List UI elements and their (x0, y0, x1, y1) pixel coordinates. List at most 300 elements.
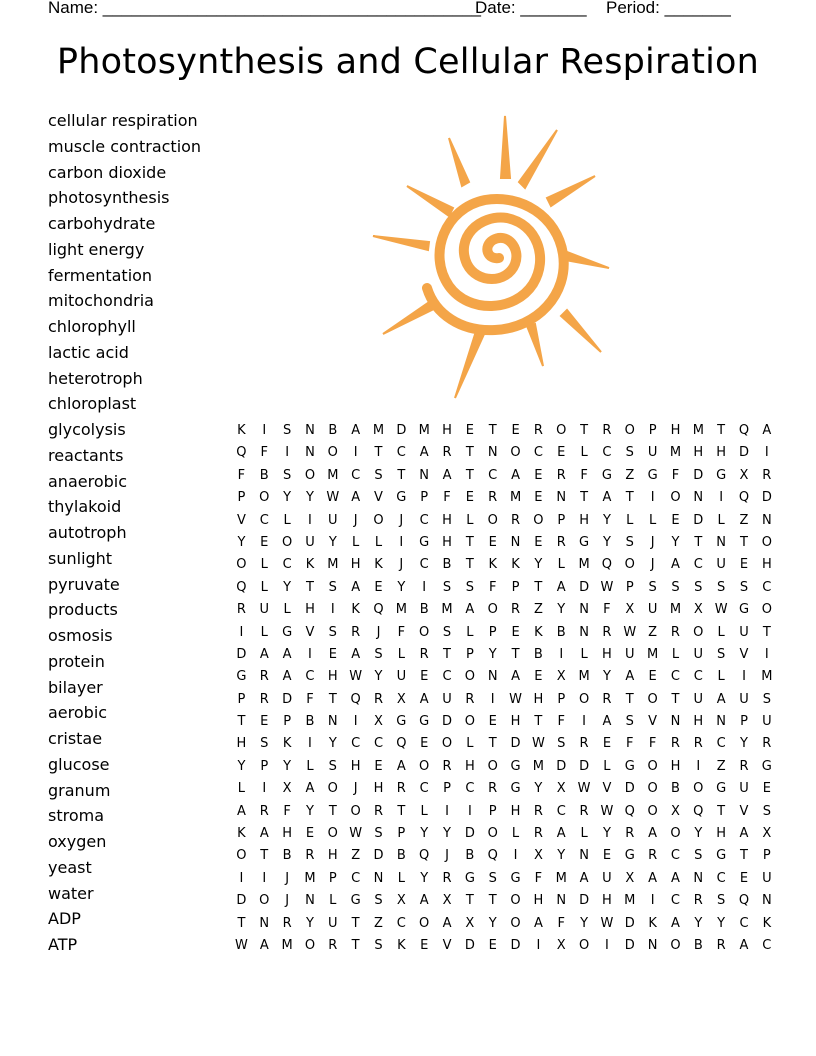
grid-letter: P (740, 714, 748, 730)
grid-letter: E (534, 669, 543, 685)
grid-letter: H (602, 646, 612, 662)
grid-letter: L (717, 624, 725, 640)
grid-letter: T (534, 579, 543, 595)
grid-letter: N (305, 445, 315, 461)
grid-letter: Y (602, 534, 611, 550)
grid-letter: L (557, 557, 565, 573)
grid-letter: P (420, 490, 429, 506)
grid-letter: H (670, 423, 681, 438)
grid-letter: I (650, 893, 655, 909)
grid-letter: T (625, 490, 634, 506)
grid-letter: S (374, 646, 383, 662)
grid-row (230, 622, 778, 644)
grid-letter: U (739, 624, 749, 640)
grid-letter: O (419, 624, 430, 640)
grid-letter: Y (283, 490, 292, 506)
grid-letter: K (488, 557, 497, 573)
grid-letter: H (670, 758, 681, 774)
grid-letter: N (716, 534, 726, 550)
grid-letter: A (259, 826, 269, 842)
grid-letter: T (488, 893, 497, 909)
grid-letter: M (578, 669, 590, 685)
grid-letter: F (671, 467, 680, 483)
grid-letter: R (465, 691, 475, 707)
grid-letter: R (648, 848, 658, 864)
grid-letter: S (260, 736, 269, 752)
grid-letter: H (350, 758, 361, 774)
grid-letter: A (351, 423, 361, 438)
grid-letter: L (648, 512, 657, 528)
grid-letter: A (442, 915, 452, 931)
grid-letter: T (717, 803, 726, 819)
grid-letter: O (419, 758, 430, 774)
grid-letter: T (465, 534, 474, 550)
grid-letter: X (374, 714, 383, 730)
grid-row (230, 778, 778, 800)
grid-letter: L (420, 803, 428, 819)
grid-letter: X (396, 893, 406, 909)
grid-row (230, 845, 778, 867)
grid-letter: R (602, 624, 612, 640)
grid-letter: J (399, 512, 404, 528)
grid-letter: S (328, 624, 337, 640)
word-list-item: oxygen (48, 832, 107, 851)
grid-letter: O (441, 736, 453, 752)
grid-letter: U (693, 691, 704, 707)
grid-letter: I (696, 758, 701, 774)
grid-letter: T (465, 893, 474, 909)
grid-letter: Y (694, 915, 703, 931)
grid-letter: N (647, 937, 658, 953)
grid-letter: I (262, 870, 267, 886)
grid-letter: O (510, 445, 521, 461)
grid-letter: T (465, 467, 474, 483)
grid-letter: G (761, 758, 772, 774)
grid-letter: J (650, 534, 655, 550)
grid-letter: C (419, 512, 429, 528)
grid-letter: G (282, 624, 293, 640)
grid-letter: S (557, 736, 566, 752)
grid-letter: K (237, 826, 246, 842)
grid-letter: G (624, 758, 635, 774)
grid-letter: T (694, 534, 703, 550)
grid-letter: F (557, 915, 565, 931)
grid-letter: O (533, 512, 544, 528)
grid-letter: S (762, 691, 771, 707)
grid-letter: T (534, 714, 543, 730)
grid-letter: E (671, 512, 680, 528)
grid-letter: S (488, 870, 497, 886)
grid-letter: E (420, 937, 429, 953)
grid-letter: L (466, 624, 474, 640)
grid-letter: T (511, 646, 520, 662)
grid-letter: R (511, 602, 521, 618)
grid-letter: M (647, 646, 659, 662)
grid-letter: R (236, 602, 246, 618)
grid-letter: Z (739, 512, 749, 528)
grid-row (230, 644, 778, 666)
grid-letter: T (397, 467, 406, 483)
grid-letter: J (353, 781, 358, 797)
grid-letter: H (373, 781, 384, 797)
grid-letter: R (328, 937, 338, 953)
grid-row (230, 554, 778, 576)
grid-letter: H (442, 423, 452, 438)
grid-letter: D (236, 646, 247, 662)
grid-letter: E (488, 714, 497, 730)
grid-letter: O (761, 534, 772, 550)
grid-row (230, 823, 778, 845)
word-list-item: aerobic (48, 703, 108, 723)
grid-letter: G (396, 490, 407, 506)
grid-letter: T (305, 579, 314, 595)
grid-letter: V (739, 646, 749, 662)
grid-letter: O (373, 512, 384, 528)
grid-letter: O (578, 937, 590, 953)
word-list-item: carbon dioxide (48, 162, 167, 182)
grid-letter: F (306, 691, 314, 707)
grid-letter: Q (738, 423, 750, 438)
word-list-item: cristae (48, 729, 103, 748)
grid-letter: K (305, 557, 315, 573)
grid-letter: O (259, 893, 270, 909)
grid-letter: K (397, 937, 406, 953)
grid-letter: M (441, 602, 453, 618)
grid-letter: H (442, 512, 452, 528)
grid-letter: N (716, 714, 726, 730)
grid-letter: L (397, 870, 405, 886)
grid-letter: D (624, 915, 635, 931)
grid-letter: A (739, 826, 749, 842)
grid-letter: I (353, 445, 358, 461)
grid-letter: Y (305, 490, 314, 506)
grid-letter: K (374, 557, 383, 573)
grid-letter: N (487, 669, 498, 685)
grid-letter: N (579, 848, 589, 864)
grid-letter: O (578, 691, 590, 707)
grid-letter: R (693, 893, 703, 909)
grid-letter: O (510, 893, 521, 909)
word-list-item: carbohydrate (48, 214, 156, 233)
grid-letter: B (465, 848, 475, 864)
grid-letter: G (716, 467, 727, 483)
grid-letter: P (237, 490, 246, 506)
grid-letter: U (647, 602, 658, 618)
grid-letter: C (373, 736, 384, 752)
grid-letter: X (465, 915, 475, 931)
grid-letter: X (533, 848, 543, 864)
word-list-item: cellular respiration (48, 111, 198, 130)
grid-letter: M (692, 423, 704, 438)
grid-letter: D (579, 893, 590, 909)
grid-letter: D (624, 781, 635, 797)
grid-letter: R (762, 467, 772, 483)
grid-letter: F (260, 445, 268, 461)
grid-letter: K (648, 915, 657, 931)
grid-letter: P (488, 624, 497, 640)
grid-letter: R (670, 736, 680, 752)
grid-letter: L (329, 893, 337, 909)
grid-letter: T (488, 736, 497, 752)
grid-letter: M (304, 870, 316, 886)
grid-letter: V (739, 803, 749, 819)
word-list-item: chloroplast (48, 394, 137, 414)
word-list-item: chlorophyll (48, 317, 136, 336)
grid-letter: E (739, 870, 749, 886)
grid-letter: G (510, 870, 521, 886)
grid-letter: O (419, 915, 430, 931)
grid-letter: A (305, 781, 315, 797)
grid-letter: C (693, 557, 703, 573)
grid-letter: Y (328, 534, 337, 550)
grid-letter: Q (396, 736, 407, 752)
grid-letter: H (236, 736, 247, 752)
grid-letter: U (602, 870, 612, 886)
grid-letter: N (305, 893, 315, 909)
grid-letter: T (625, 691, 634, 707)
grid-letter: N (259, 915, 270, 931)
grid-letter: U (693, 646, 704, 662)
grid-letter: C (259, 512, 269, 528)
grid-letter: G (419, 534, 430, 550)
grid-letter: L (717, 669, 725, 685)
grid-letter: V (305, 624, 315, 640)
grid-letter: O (670, 490, 681, 506)
grid-letter: B (419, 602, 429, 618)
grid-letter: Q (350, 691, 361, 707)
grid-letter: C (396, 445, 406, 461)
grid-letter: S (762, 803, 771, 819)
grid-letter: N (419, 467, 430, 483)
grid-letter: R (511, 512, 521, 528)
grid-letter: M (327, 557, 339, 573)
grid-letter: R (670, 624, 680, 640)
grid-letter: L (671, 646, 680, 662)
grid-letter: D (510, 937, 521, 953)
grid-letter: E (420, 669, 429, 685)
word-list-item: yeast (48, 857, 92, 877)
grid-letter: Q (693, 803, 704, 819)
grid-letter: W (531, 736, 545, 752)
grid-letter: A (419, 893, 429, 909)
grid-letter: C (396, 915, 406, 931)
grid-row (230, 868, 778, 890)
grid-letter: O (487, 602, 498, 618)
grid-letter: A (236, 803, 246, 819)
grid-letter: A (442, 467, 452, 483)
grid-letter: M (281, 937, 293, 953)
grid-letter: C (762, 937, 772, 953)
grid-letter: T (397, 803, 406, 819)
grid-letter: R (762, 736, 772, 752)
grid-letter: Y (328, 736, 337, 752)
grid-letter: R (533, 826, 543, 842)
grid-letter: M (669, 602, 682, 618)
grid-letter: U (328, 512, 338, 528)
grid-letter: I (582, 714, 586, 730)
grid-letter: E (328, 646, 337, 662)
grid-letter: K (511, 557, 520, 573)
grid-letter: J (650, 557, 655, 573)
grid-letter: I (422, 579, 427, 595)
grid-letter: U (739, 781, 749, 797)
grid-letter: X (556, 937, 566, 953)
grid-letter: X (282, 781, 292, 797)
grid-letter: P (397, 826, 406, 842)
grid-letter: L (717, 512, 725, 528)
grid-letter: K (762, 915, 772, 931)
grid-letter: J (285, 893, 290, 909)
grid-letter: W (509, 691, 522, 707)
word-list-item: light energy (48, 239, 145, 259)
grid-letter: P (557, 512, 566, 528)
grid-row (230, 420, 778, 442)
word-list-item: reactants (48, 445, 124, 465)
grid-letter: U (739, 691, 749, 707)
grid-letter: H (442, 534, 452, 550)
grid-row (230, 487, 778, 509)
grid-letter: N (761, 893, 772, 909)
grid-letter: S (625, 445, 634, 461)
grid-letter: C (282, 557, 292, 573)
grid-letter: S (625, 534, 634, 550)
grid-letter: G (716, 781, 727, 797)
grid-letter: T (374, 445, 383, 461)
grid-letter: Y (534, 557, 543, 573)
grid-letter: O (693, 624, 704, 640)
grid-letter: K (351, 602, 360, 618)
grid-letter: P (237, 691, 246, 707)
grid-letter: S (374, 467, 383, 483)
grid-letter: D (556, 758, 567, 774)
grid-letter: S (442, 579, 452, 595)
grid-letter: G (464, 870, 475, 886)
grid-letter: A (351, 490, 361, 506)
grid-letter: R (716, 937, 726, 953)
grid-letter: R (373, 803, 383, 819)
grid-letter: E (648, 669, 657, 685)
grid-letter: A (739, 937, 749, 953)
grid-row (230, 756, 778, 778)
grid-letter: C (602, 445, 612, 461)
grid-letter: C (465, 781, 475, 797)
grid-letter: O (624, 423, 635, 438)
grid-letter: L (580, 445, 588, 461)
grid-letter: V (648, 714, 658, 730)
grid-letter: H (716, 445, 727, 461)
grid-letter: I (490, 691, 495, 707)
grid-letter: D (579, 579, 590, 595)
grid-letter: S (374, 937, 383, 953)
grid-letter: Z (716, 758, 726, 774)
grid-letter: D (693, 467, 704, 483)
grid-letter: A (282, 646, 292, 662)
sun-spiral-icon (365, 108, 615, 408)
grid-letter: M (395, 602, 407, 618)
grid-letter: I (764, 445, 769, 461)
word-list-item: glycolysis (48, 420, 126, 439)
grid-letter: N (556, 893, 567, 909)
grid-letter: F (397, 624, 406, 640)
grid-letter: R (579, 803, 589, 819)
grid-letter: D (738, 445, 749, 461)
grid-letter: A (556, 579, 566, 595)
grid-letter: P (648, 423, 657, 438)
grid-letter: H (464, 758, 475, 774)
grid-letter: D (373, 848, 384, 864)
grid-row (230, 577, 778, 599)
grid-letter: M (532, 758, 544, 774)
grid-letter: R (419, 646, 429, 662)
grid-letter: S (717, 893, 726, 909)
grid-letter: A (511, 467, 520, 483)
grid-letter: I (262, 423, 267, 438)
grid-letter: L (397, 646, 405, 662)
word-list-item: anaerobic (48, 471, 128, 491)
grid-letter: Y (420, 826, 429, 842)
grid-letter: L (603, 758, 611, 774)
grid-letter: Y (283, 579, 292, 595)
grid-letter: L (352, 534, 360, 550)
grid-letter: A (671, 870, 680, 886)
grid-letter: T (740, 848, 748, 864)
grid-letter: C (762, 579, 772, 595)
grid-letter: G (738, 602, 750, 618)
grid-letter: A (419, 691, 429, 707)
grid-letter: R (556, 534, 566, 550)
grid-letter: B (305, 714, 315, 730)
grid-letter: S (694, 848, 703, 864)
grid-letter: A (282, 669, 292, 685)
grid-letter: Z (374, 915, 383, 931)
grid-letter: H (533, 893, 544, 909)
grid-letter: E (534, 490, 543, 506)
grid-letter: A (351, 579, 361, 595)
grid-letter: L (580, 826, 588, 842)
grid-letter: H (305, 602, 315, 618)
grid-letter: N (579, 602, 589, 618)
grid-letter: T (740, 534, 748, 550)
grid-letter: L (306, 758, 314, 774)
grid-letter: L (237, 781, 246, 797)
grid-letter: Y (420, 870, 429, 886)
grid-letter: T (351, 937, 360, 953)
grid-letter: R (373, 691, 383, 707)
grid-letter: O (464, 714, 475, 730)
grid-letter: E (739, 557, 749, 573)
grid-letter: U (328, 915, 338, 931)
grid-letter: E (488, 937, 497, 953)
grid-letter: R (396, 781, 406, 797)
grid-letter: V (442, 937, 452, 953)
grid-letter: Y (488, 646, 497, 662)
grid-letter: C (716, 870, 726, 886)
grid-letter: Z (648, 624, 658, 640)
grid-letter: N (510, 534, 521, 550)
grid-letter: A (259, 646, 269, 662)
grid-letter: R (533, 803, 543, 819)
grid-letter: P (511, 579, 520, 595)
grid-letter: I (239, 870, 244, 886)
grid-letter: Y (374, 669, 383, 685)
grid-letter: H (350, 557, 361, 573)
grid-letter: C (488, 467, 498, 483)
grid-letter: O (670, 937, 681, 953)
grid-letter: X (671, 803, 680, 819)
grid-letter: G (236, 669, 247, 685)
word-list-item: granum (48, 780, 111, 800)
grid-letter: O (281, 534, 293, 550)
